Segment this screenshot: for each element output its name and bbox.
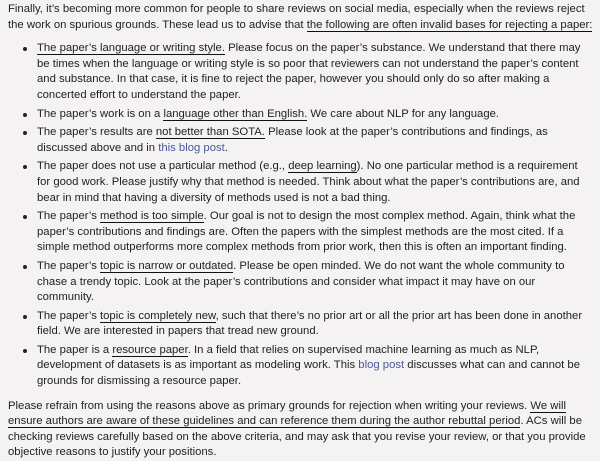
intro-underlined-text: the following are often invalid bases for rejecting a paper: — [306, 18, 593, 31]
underlined-phrase: resource paper — [112, 343, 188, 356]
underlined-phrase: deep learning — [288, 160, 357, 173]
list-item: The paper is a resource paper. In a field that relies on supervised machine learning as much as NLP, development of datasets is as important as modeling work. This blog post discusses what can and cannot be grounds for dismissing a resource paper. — [37, 343, 594, 390]
list-item: The paper’s results are not better than SOTA. Please look at the paper’s contributions and findings, as discussed above and in this blog post. — [37, 125, 594, 156]
closing-text: Please refrain from using the reasons above as primary grounds for rejection when writing your reviews. — [8, 399, 531, 412]
underlined-phrase: not better than SOTA. — [155, 126, 265, 139]
document-body — [8, 2, 594, 461]
list-item: The paper’s topic is completely new, such that there’s no prior art or all the prior art has been done in another field. We are interested in papers that tread new ground. — [37, 309, 594, 340]
list-item: The paper’s method is too simple. Our goal is not to design the most complex method. Again, think what the paper’s contributions and findings are. Often the papers with the simplest methods are the most cited. If a simple method outperforms more complex methods from prior work, then this is often an important finding. — [37, 209, 594, 256]
intro-paragraph — [8, 2, 594, 33]
closing-paragraph — [8, 399, 594, 461]
underlined-phrase: topic is narrow or outdated — [100, 259, 234, 272]
underlined-phrase: language other than English. — [163, 107, 308, 120]
blog-post-link[interactable]: this blog post — [158, 141, 225, 154]
closing-text-end: . ACs will be checking reviews carefully based on the above criteria, and may ask that you revise your review, or that you provide objective reasons to justify your positions. — [8, 415, 586, 459]
underlined-phrase: method is too simple — [100, 210, 204, 223]
list-item: The paper does not use a particular method (e.g., deep learning). No one particular method is a requirement for good work. Please justify why that method is needed. Think about what the paper’s contributions are, and bear in mind that having a diversity of methods used is not a bad thing. — [37, 159, 594, 206]
closing-underlined-text: We will ensure authors are aware of these guidelines and can reference them during the author rebuttal period — [8, 399, 566, 428]
blog-post-link[interactable]: blog post — [358, 359, 405, 372]
underlined-phrase: topic is completely new — [100, 309, 216, 322]
intro-text: Finally, it’s becoming more common for people to share reviews on social media, especially when the reviews reject the work on spurious grounds. These lead us to advise that — [8, 3, 585, 31]
list-item: The paper’s work is on a language other than English. We care about NLP for any language. — [37, 107, 594, 123]
list-item: The paper’s topic is narrow or outdated. Please be open minded. We do not want the whole community to chase a trendy topic. Look at the paper’s contributions and consider what impact it may have on our community. — [37, 259, 594, 306]
list-item: The paper’s language or writing style. Please focus on the paper’s substance. We understand that there may be times when the language or writing style is so poor that reviewers can not understand the paper’s content and substance. In that case, it is fine to reject the paper, however you should only do so after making a concerted effort to understand the paper. — [37, 41, 594, 103]
underlined-phrase: The paper’s language or writing style. — [37, 42, 225, 55]
invalid-bases-list — [8, 41, 594, 389]
